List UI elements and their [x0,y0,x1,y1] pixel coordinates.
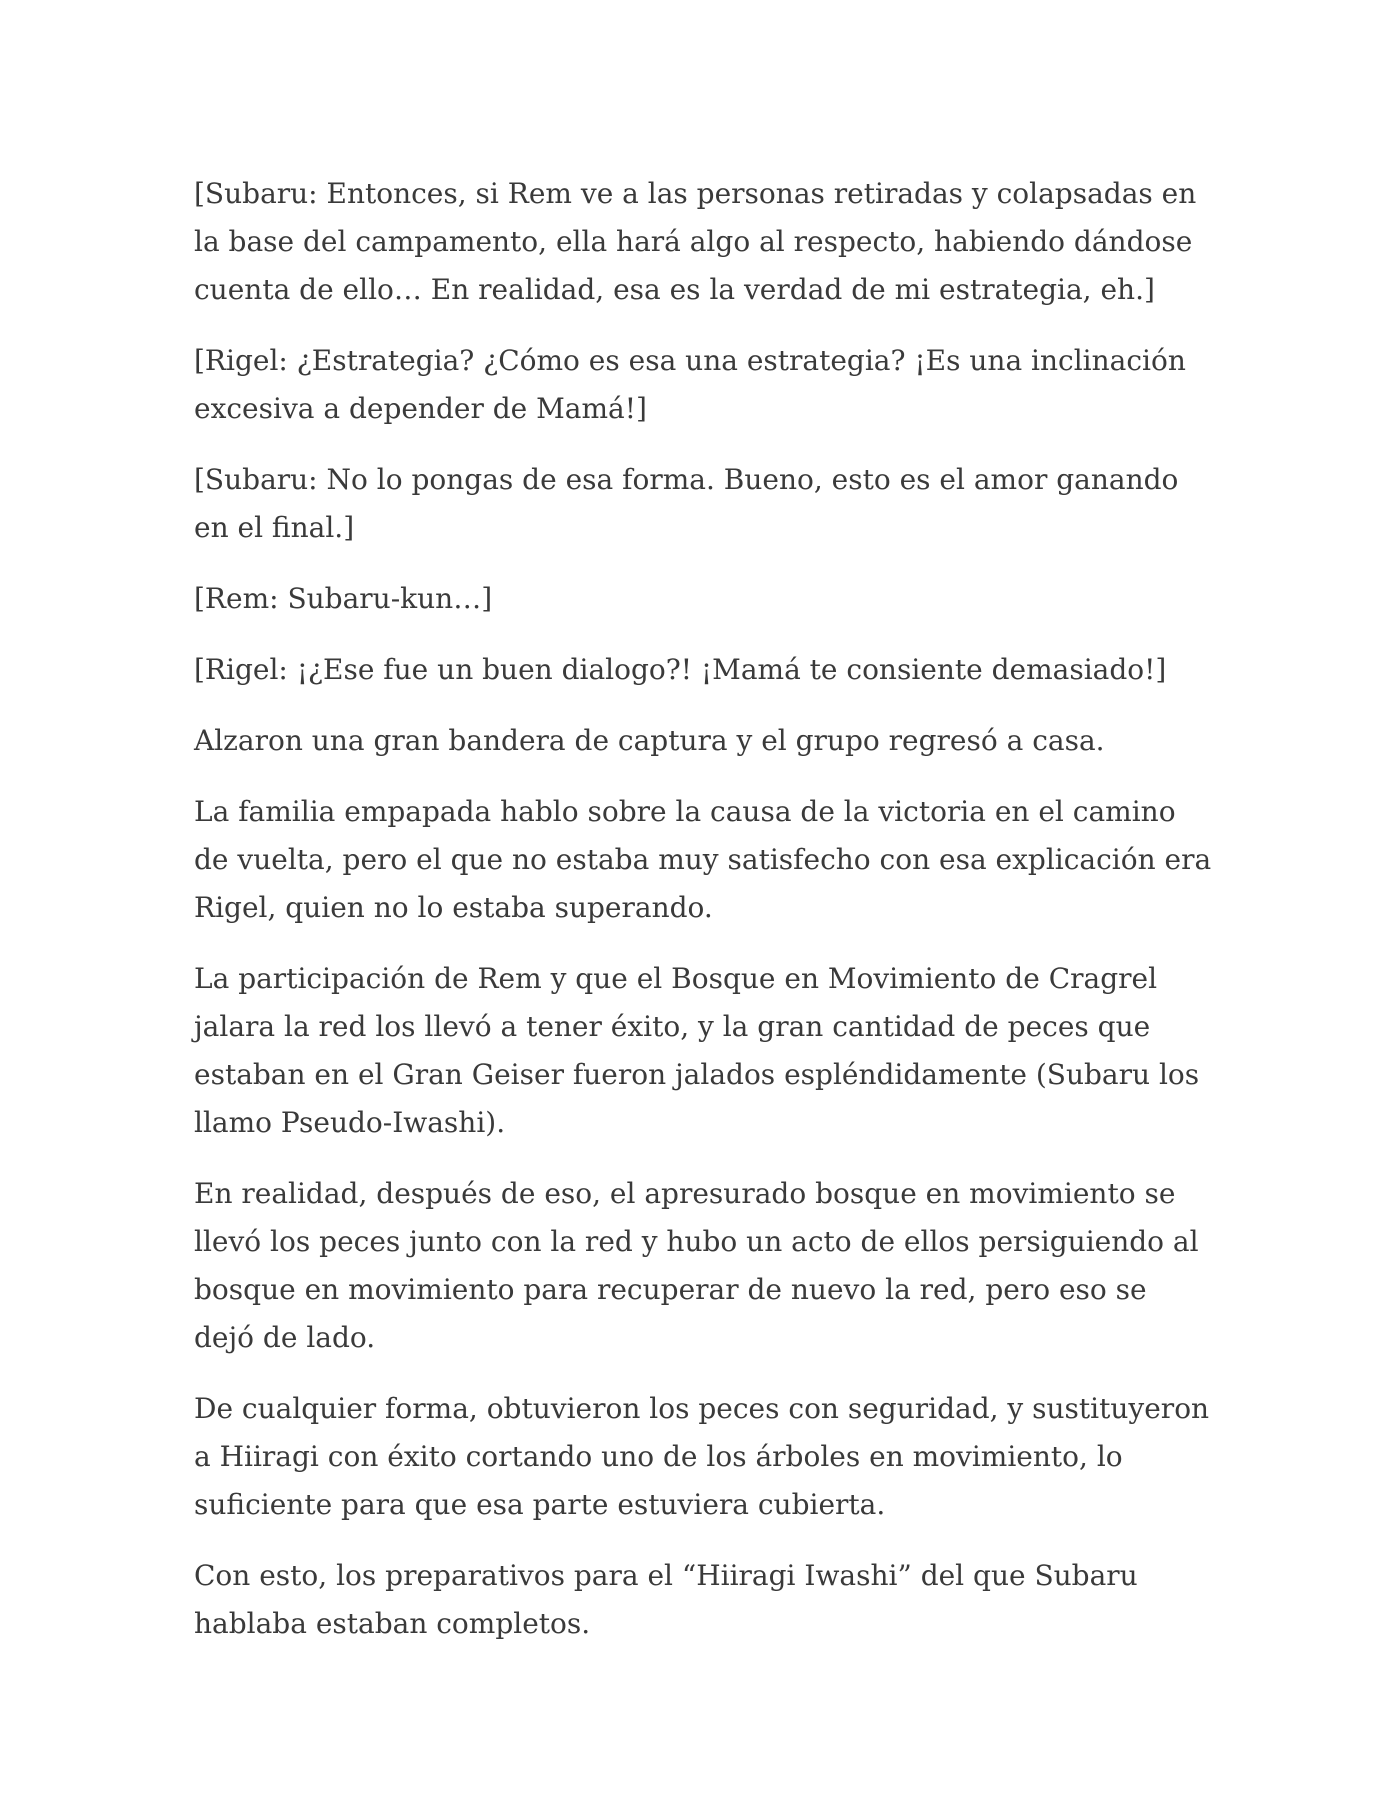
paragraph-bandera: Alzaron una gran bandera de captura y el grupo regresó a casa. [194,724,1105,757]
paragraph-participacion: La participación de Rem y que el Bosque en Movimiento de Cragrel jalara la red los llevó a tener éxito, y la gran cantidad de peces que estaban en el Gran Geiser fueron jalados espléndidamente (Subaru los llamo Pseudo-Iwashi). [194,962,1200,1139]
paragraph-rem: [Rem: Subaru-kun…] [194,582,493,615]
paragraph-rigel-strategy: [Rigel: ¿Estrategia? ¿Cómo es esa una estrategia? ¡Es una inclinación excesiva a depender de Mamá!] [194,344,1186,425]
paragraph-subaru-love: [Subaru: No lo pongas de esa forma. Bueno, esto es el amor ganando en el final.] [194,463,1179,544]
paragraph-realidad: En realidad, después de eso, el apresurado bosque en movimiento se llevó los peces junto con la red y hubo un acto de ellos persiguiendo al bosque en movimiento para recuperar de nuevo la red, pero eso se dejó de lado. [194,1177,1199,1354]
paragraph-rigel-dialogo: [Rigel: ¡¿Ese fue un buen dialogo?! ¡Mamá te consiente demasiado!] [194,653,1167,686]
paragraph-familia: La familia empapada hablo sobre la causa de la victoria en el camino de vuelta, pero el que no estaba muy satisfecho con esa explicación era Rigel, quien no lo estaba superando. [194,795,1212,924]
paragraph-preparativos: Con esto, los preparativos para el “Hiiragi Iwashi” del que Subaru hablaba estaban completos. [194,1559,1138,1640]
paragraph-subaru-strategy: [Subaru: Entonces, si Rem ve a las personas retiradas y colapsadas en la base del campamento, ella hará algo al respecto, habiendo dándose cuenta de ello… En realidad, esa es la verdad de mi estrategia, eh.] [194,177,1197,306]
paragraph-cualquier-forma: De cualquier forma, obtuvieron los peces con seguridad, y sustituyeron a Hiiragi con éxito cortando uno de los árboles en movimiento, lo suficiente para que esa parte estuviera cubierta. [194,1392,1210,1521]
document-body [194,170,1214,1671]
